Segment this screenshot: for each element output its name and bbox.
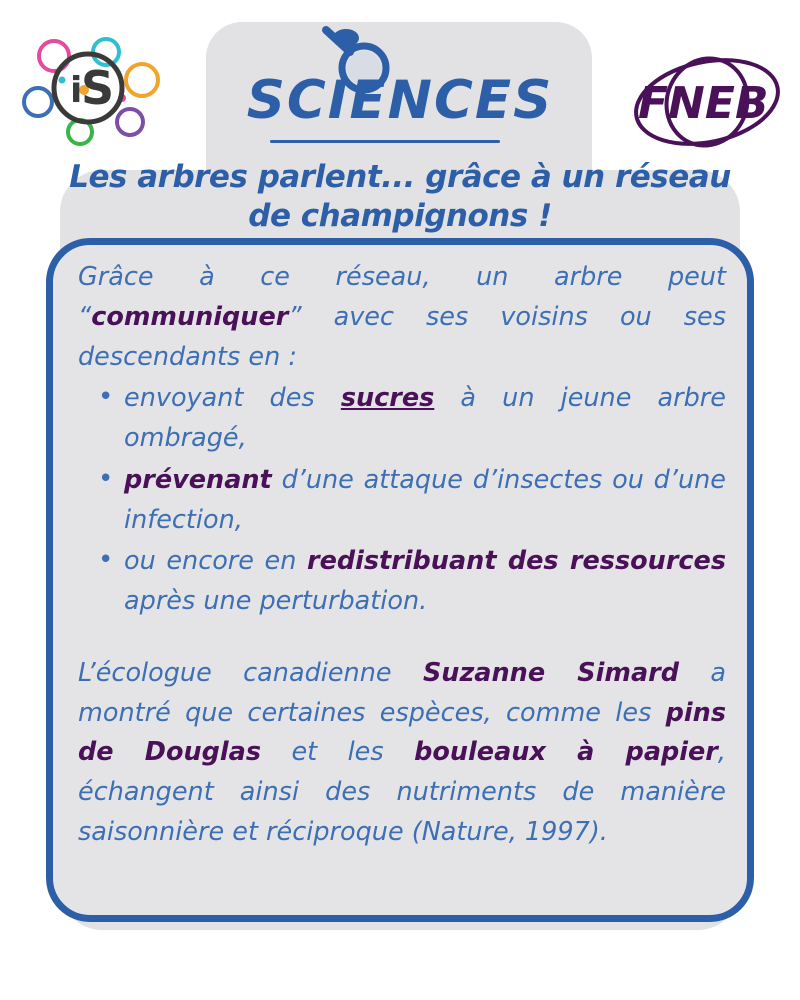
second-part2: a montré que certaines espèces, comme les [78,657,726,728]
second-part4: , échangent ainsi des nutriments de manière saisonnière et réciproque (Nature, 1997). [78,737,726,847]
list-item [124,542,726,622]
list-item [124,379,726,459]
second-highlight-3: bouleaux à papier [414,737,718,768]
page-title: SCIENCES [246,70,554,131]
second-highlight-2: pins de Douglas [78,697,726,768]
list-item [124,461,726,541]
fneb-logo [622,52,792,152]
bullet-3-after: après une perturbation. [124,586,428,617]
second-part1: L’écologue canadienne [78,657,423,688]
bullet-3-highlight: redistribuant des ressources [307,546,726,577]
second-highlight-1: Suzanne Simard [422,657,679,688]
second-part3: et les [261,737,415,768]
paragraph-spacer [78,624,726,654]
second-paragraph [78,654,726,853]
page-subtitle: Les arbres parlent... grâce à un réseau de champignons ! [69,159,731,234]
intro-paragraph [78,258,726,377]
intro-highlight: communiquer [91,301,289,332]
bullet-3-before: ou encore en [124,546,307,577]
poster-header [0,0,800,250]
bullet-list [78,379,726,622]
bullet-1-before: envoyant des [124,383,341,414]
intro-text-part2: ” avec ses voisins ou ses descendants en : [78,301,726,372]
bullet-1-highlight: sucres [340,383,435,414]
title-divider [270,140,500,143]
bullet-2-after: d’une attaque d’insectes ou d’une infection, [124,464,726,535]
svg-text:S: S [81,61,115,115]
bullet-1-after: à un jeune arbre ombragé, [124,383,726,454]
svg-text:FNEB: FNEB [638,78,769,129]
intro-text-part1: Grâce à ce réseau, un arbre peut “ [78,262,726,332]
article-body [78,258,726,853]
svg-text:i: i [70,70,83,111]
bullet-2-highlight: prévenant [124,464,272,495]
